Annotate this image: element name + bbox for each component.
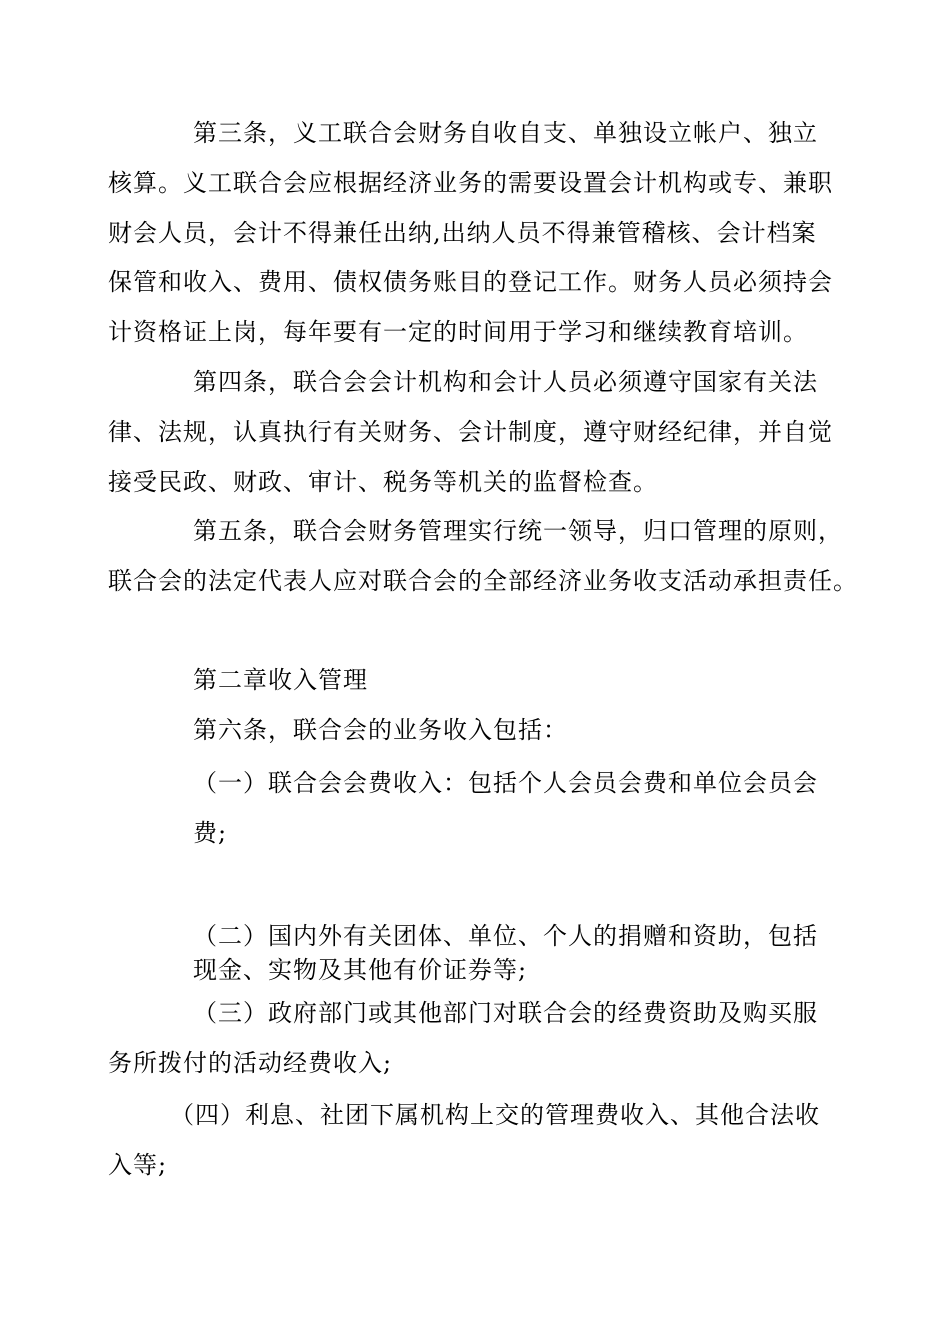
article-3-line-4: 保管和收入、费用、债权债务账目的登记工作。财务人员必须持会 [108, 268, 833, 296]
item-1-line-2: 费; [193, 819, 228, 847]
item-3-line-1: （三）政府部门或其他部门对联合会的经费资助及购买服 [193, 999, 818, 1027]
item-3-line-2: 务所拨付的活动经费收入; [108, 1049, 393, 1077]
item-4-line-2: 入等; [108, 1151, 168, 1179]
article-3-line-3: 财会人员，会计不得兼任出纳,出纳人员不得兼管稽核、会计档案 [108, 219, 817, 247]
article-5-line-1: 第五条，联合会财务管理实行统一领导，归口管理的原则， [193, 517, 843, 545]
item-4-line-1: （四）利息、社团下属机构上交的管理费收入、其他合法收 [170, 1101, 820, 1129]
article-6-intro: 第六条，联合会的业务收入包括： [193, 716, 568, 744]
article-5-line-2: 联合会的法定代表人应对联合会的全部经济业务收支活动承担责任。 [108, 567, 858, 595]
item-2-line-1: （二）国内外有关团体、单位、个人的捐赠和资助，包括 [193, 922, 818, 950]
article-4-line-2: 律、法规，认真执行有关财务、会计制度，遵守财经纪律，并自觉 [108, 418, 833, 446]
item-2-line-2: 现金、实物及其他有价证券等; [193, 956, 528, 984]
article-3-line-2: 核算。义工联合会应根据经济业务的需要设置会计机构或专、兼职 [108, 169, 833, 197]
item-1-line-1: （一）联合会会费收入：包括个人会员会费和单位会员会 [193, 769, 818, 797]
article-3-line-5: 计资格证上岗，每年要有一定的时间用于学习和继续教育培训。 [108, 318, 808, 346]
chapter-2-title: 第二章收入管理 [193, 666, 368, 694]
article-4-line-1: 第四条，联合会会计机构和会计人员必须遵守国家有关法 [193, 368, 818, 396]
article-4-line-3: 接受民政、财政、审计、税务等机关的监督检查。 [108, 468, 658, 496]
article-3-line-1: 第三条，义工联合会财务自收自支、单独设立帐户、独立 [193, 119, 818, 147]
